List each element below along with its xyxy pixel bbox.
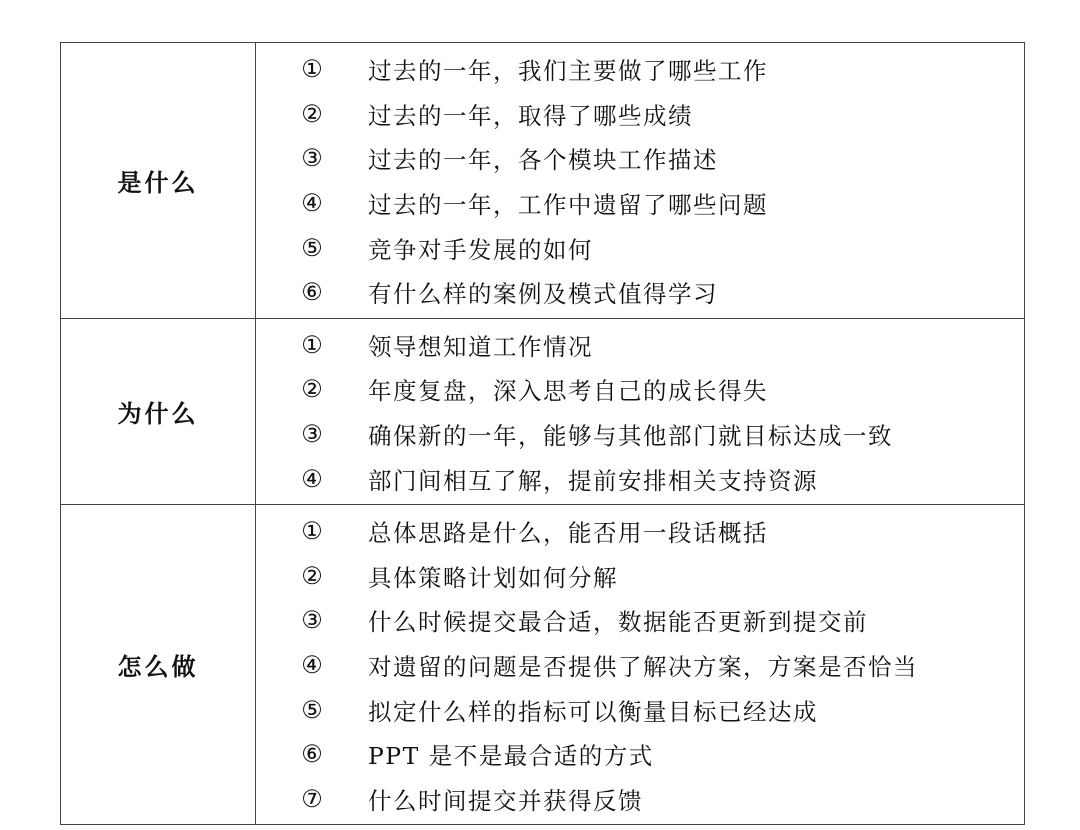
items-cell: [256, 318, 1025, 504]
section-row-why: [61, 318, 1025, 504]
item-text: 拟定什么样的指标可以衡量目标已经达成: [368, 697, 818, 726]
item-number: ⑦: [301, 784, 323, 813]
item-number: ⑤: [301, 233, 323, 262]
item-text: 总体思路是什么，能否用一段话概括: [368, 519, 768, 548]
item-text: 有什么样的案例及模式值得学习: [368, 280, 718, 309]
list-item: [256, 732, 1024, 777]
item-number: ⑤: [301, 695, 323, 724]
items-cell: [256, 43, 1025, 319]
item-number: ③: [301, 420, 323, 449]
item-text: 对遗留的问题是否提供了解决方案，方案是否恰当: [368, 653, 918, 682]
category-cell: 为什么: [61, 318, 256, 504]
item-text: 年度复盘，深入思考自己的成长得失: [368, 377, 768, 406]
list-item: [256, 456, 1024, 501]
item-number: ①: [301, 517, 323, 546]
list-item: [256, 225, 1024, 270]
category-cell: 怎么做: [61, 504, 256, 824]
summary-table: [60, 42, 1025, 825]
item-number: ④: [301, 189, 323, 218]
item-number: ①: [301, 55, 323, 84]
section-row-how: [61, 504, 1025, 824]
item-number: ③: [301, 606, 323, 635]
item-list: [256, 43, 1024, 318]
item-text: 过去的一年，取得了哪些成绩: [368, 101, 693, 130]
item-number: ⑥: [301, 740, 323, 769]
item-number: ②: [301, 561, 323, 590]
list-item: [256, 323, 1024, 368]
item-text: 过去的一年，我们主要做了哪些工作: [368, 57, 768, 86]
category-cell: 是什么: [61, 43, 256, 319]
item-text: PPT 是不是最合适的方式: [368, 742, 654, 771]
item-number: ①: [301, 330, 323, 359]
list-item: [256, 367, 1024, 412]
item-number: ④: [301, 464, 323, 493]
list-item: [256, 47, 1024, 92]
item-text: 竞争对手发展的如何: [368, 235, 593, 264]
item-list: [256, 505, 1024, 824]
item-number: ②: [301, 375, 323, 404]
section-row-what: [61, 43, 1025, 319]
list-item: [256, 136, 1024, 181]
item-number: ②: [301, 99, 323, 128]
list-item: [256, 270, 1024, 315]
item-text: 过去的一年，各个模块工作描述: [368, 146, 718, 175]
list-item: [256, 509, 1024, 554]
item-text: 什么时间提交并获得反馈: [368, 786, 643, 815]
list-item: [256, 687, 1024, 732]
list-item: [256, 643, 1024, 688]
list-item: [256, 412, 1024, 457]
list-item: [256, 554, 1024, 599]
item-text: 具体策略计划如何分解: [368, 563, 618, 592]
list-item: [256, 181, 1024, 226]
items-cell: [256, 504, 1025, 824]
item-number: ④: [301, 651, 323, 680]
list-item: [256, 92, 1024, 137]
item-text: 什么时候提交最合适，数据能否更新到提交前: [368, 608, 868, 637]
item-list: [256, 319, 1024, 504]
list-item: [256, 598, 1024, 643]
item-text: 确保新的一年，能够与其他部门就目标达成一致: [368, 422, 893, 451]
list-item: [256, 777, 1024, 822]
item-number: ⑥: [301, 278, 323, 307]
item-text: 过去的一年，工作中遗留了哪些问题: [368, 191, 768, 220]
item-number: ③: [301, 144, 323, 173]
item-text: 领导想知道工作情况: [368, 332, 593, 361]
item-text: 部门间相互了解，提前安排相关支持资源: [368, 466, 818, 495]
